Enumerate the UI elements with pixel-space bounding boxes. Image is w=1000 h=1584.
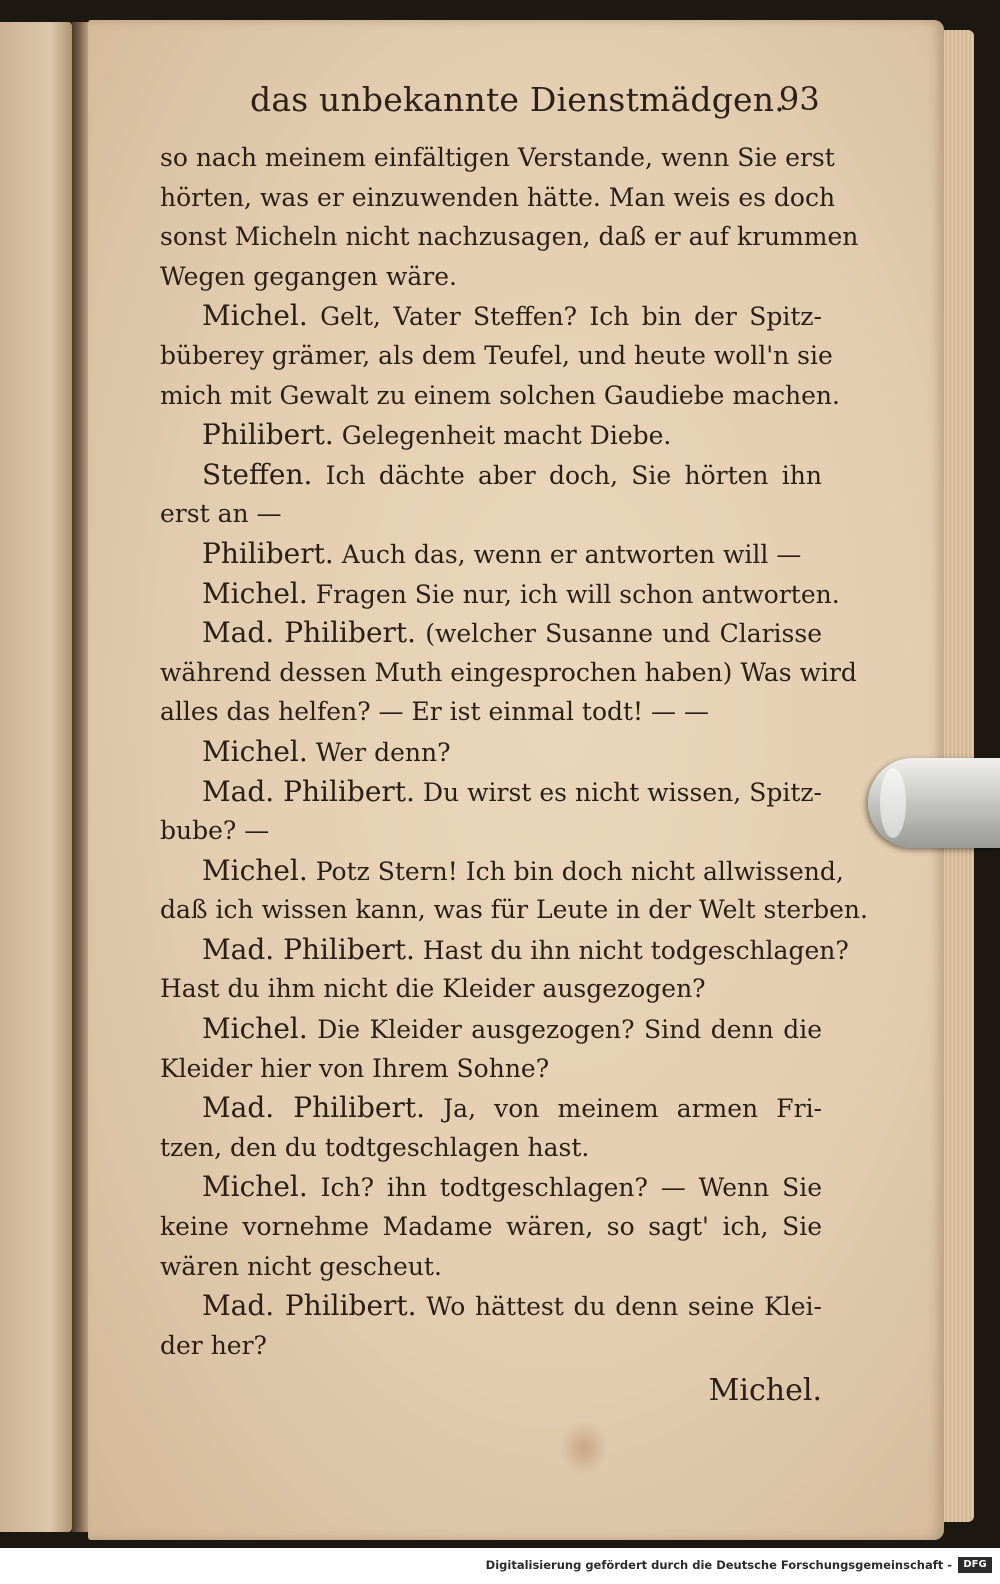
line-text: Wer denn?	[315, 737, 451, 767]
text-line	[160, 851, 844, 891]
line-text: Du wirst es nicht wissen, Spitz-	[422, 777, 822, 807]
text-line	[160, 1207, 822, 1247]
line-text: sonst Micheln nicht nachzusagen, daß er auf krummen	[160, 222, 859, 252]
speaker-name: Mad. Philibert.	[202, 1289, 417, 1323]
line-text: Auch das, wenn er antworten will —	[341, 539, 802, 569]
text-line	[160, 613, 822, 653]
text-line	[160, 1167, 822, 1207]
page-header	[250, 80, 820, 124]
text-line	[160, 494, 822, 534]
line-text: Wegen gegangen wäre.	[160, 261, 457, 291]
line-text: Hast du ihm nicht die Kleider ausgezogen?	[160, 974, 706, 1004]
text-line	[160, 574, 840, 614]
speaker-name: Mad. Philibert.	[202, 616, 417, 650]
text-line	[160, 1326, 822, 1366]
line-text: büberey grämer, als dem Teufel, und heute woll'n sie	[160, 340, 833, 370]
catchword: Michel.	[708, 1373, 822, 1409]
line-text: Fragen Sie nur, ich will schon antworten.	[315, 579, 840, 609]
text-line	[160, 376, 840, 416]
dfg-logo: DFG	[958, 1557, 992, 1573]
speaker-name: Philibert.	[202, 418, 334, 452]
text-line	[160, 653, 857, 693]
text-line	[160, 1009, 822, 1049]
speaker-name: Steffen.	[202, 457, 313, 491]
speaker-name: Michel.	[202, 576, 308, 610]
text-line	[160, 336, 833, 376]
line-text: Potz Stern! Ich bin doch nicht allwissend,	[315, 856, 844, 886]
line-text: Gelegenheit macht Diebe.	[341, 421, 672, 451]
text-line	[160, 732, 822, 772]
line-text: wären nicht gescheut.	[160, 1251, 442, 1281]
line-text: daß ich wissen kann, was für Leute in der Welt sterben.	[160, 895, 868, 925]
speaker-name: Mad. Philibert.	[202, 932, 415, 966]
line-text: bube? —	[160, 816, 270, 846]
text-line	[160, 1049, 822, 1089]
paper-stain	[560, 1420, 608, 1476]
text-line	[160, 217, 859, 257]
text-line	[160, 455, 822, 495]
line-text: alles das helfen? — Er ist einmal todt! — —	[160, 697, 709, 727]
text-line	[160, 1088, 822, 1128]
line-text: keine vornehme Madame wären, so sagt' ich, Sie	[160, 1212, 822, 1242]
line-text: hörten, was er einzuwenden hätte. Man weis es doch	[160, 182, 836, 212]
text-line	[160, 969, 822, 1009]
text-line	[160, 1286, 822, 1326]
line-text: Hast du ihn nicht todgeschlagen?	[422, 935, 849, 965]
text-line	[160, 772, 822, 812]
text-line	[160, 138, 835, 178]
text-line	[160, 415, 822, 455]
speaker-name: Mad. Philibert.	[202, 1091, 426, 1125]
line-text: Ja, von meinem armen Fri-	[443, 1094, 823, 1124]
book-gutter	[72, 22, 88, 1532]
line-text: Die Kleider ausgezogen? Sind denn die	[317, 1015, 822, 1045]
speaker-name: Michel.	[202, 853, 308, 887]
running-head: das unbekannte Dienstmädgen.	[250, 80, 785, 119]
line-text: erst an —	[160, 499, 282, 529]
page-number: 93	[778, 80, 820, 118]
text-line	[160, 534, 822, 574]
text-line	[160, 1128, 822, 1168]
line-text: Gelt, Vater Steffen? Ich bin der Spitz-	[320, 302, 822, 332]
text-line	[160, 257, 822, 297]
line-text: mich mit Gewalt zu einem solchen Gaudiebe machen.	[160, 380, 840, 410]
book-clip	[868, 758, 1000, 848]
text-line	[160, 1247, 822, 1287]
line-text: (welcher Susanne und Clarisse	[425, 619, 823, 649]
text-line	[160, 890, 868, 930]
speaker-name: Michel.	[202, 1012, 308, 1046]
line-text: während dessen Muth eingesprochen haben) Was wird	[160, 657, 857, 687]
line-text: Kleider hier von Ihrem Sohne?	[160, 1053, 550, 1083]
text-line	[160, 930, 849, 970]
funding-credit: Digitalisierung gefördert durch die Deutsche Forschungsgemeinschaft -	[485, 1558, 952, 1572]
line-text: Ich? ihn todtgeschlagen? — Wenn Sie	[320, 1173, 823, 1203]
speaker-name: Michel.	[202, 299, 308, 333]
line-text: der her?	[160, 1330, 267, 1360]
text-line	[160, 296, 822, 336]
text-line	[160, 178, 836, 218]
speaker-name: Philibert.	[202, 536, 334, 570]
facing-page-edge	[0, 22, 72, 1532]
speaker-name: Michel.	[202, 734, 308, 768]
text-line	[160, 692, 822, 732]
line-text: Wo hättest du denn seine Klei-	[426, 1292, 823, 1322]
line-text: so nach meinem einfältigen Verstande, wenn Sie erst	[160, 143, 835, 172]
line-text: tzen, den du todtgeschlagen hast.	[160, 1132, 590, 1162]
line-text: Ich dächte aber doch, Sie hörten ihn	[325, 460, 822, 490]
text-line	[160, 811, 822, 851]
speaker-name: Mad. Philibert.	[202, 774, 415, 808]
text-block	[160, 138, 868, 1411]
digitization-footer	[0, 1548, 1000, 1584]
speaker-name: Michel.	[202, 1170, 308, 1204]
